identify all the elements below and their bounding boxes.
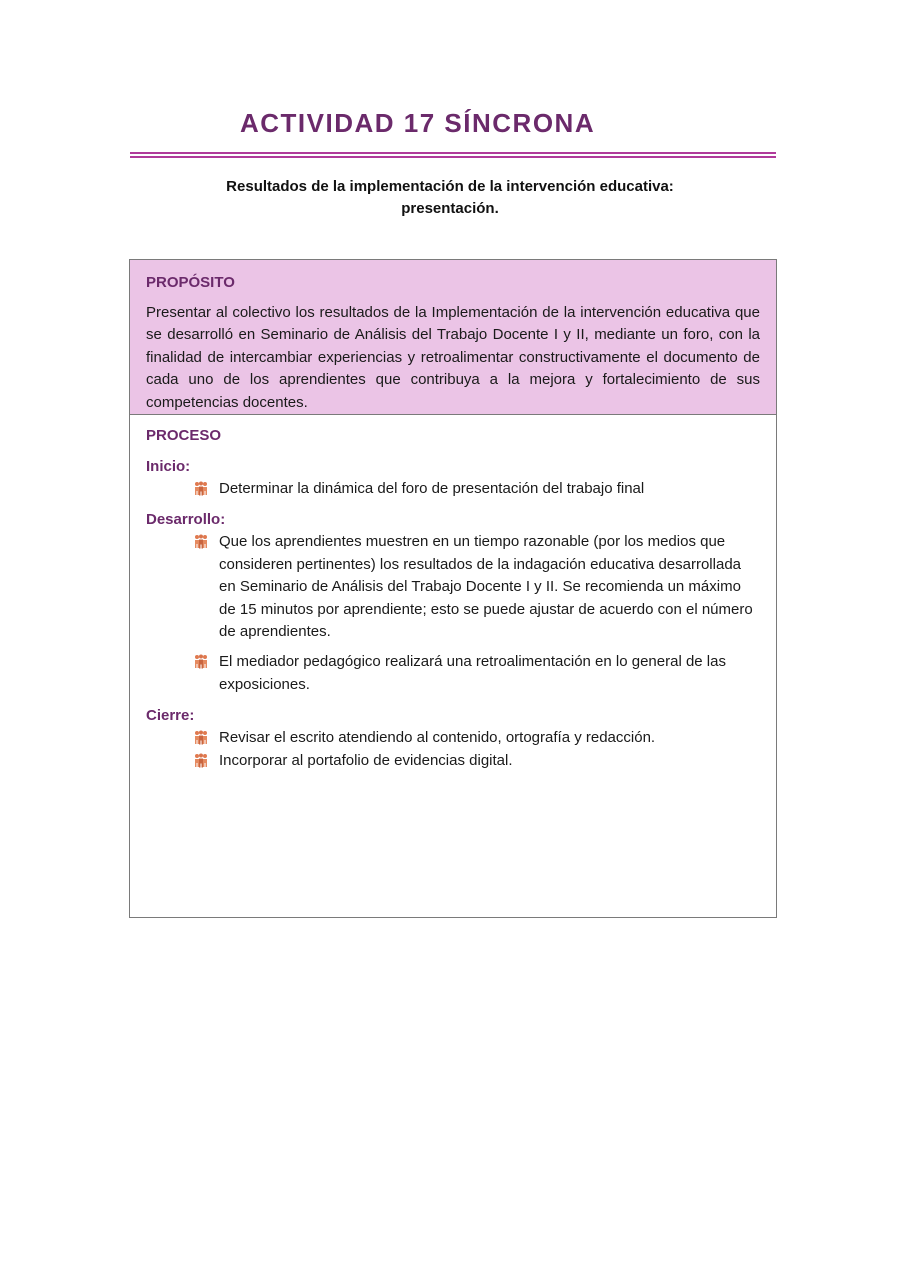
list-item: Determinar la dinámica del foro de presentación del trabajo final	[193, 478, 760, 500]
inicio-list	[146, 478, 760, 500]
phase-inicio-label: Inicio:	[146, 458, 191, 475]
phase-desarrollo-label: Desarrollo:	[146, 511, 226, 529]
subtitle-line-2: presentación.	[401, 200, 499, 217]
phase-cierre-label: Cierre:	[146, 707, 195, 725]
list-item: Revisar el escrito atendiendo al contenido, ortografía y redacción.	[193, 727, 760, 749]
title-divider	[130, 152, 776, 158]
people-group-icon	[193, 730, 209, 746]
purpose-section	[130, 260, 776, 415]
cierre-list	[146, 727, 760, 772]
purpose-text: Presentar al colectivo los resultados de la Implementación de la intervención educativa que se desarrolló en Seminario de Análisis del Trabajo Docente I y II, mediante un foro, con la finalidad de intercambiar experiencias y retroalimentar constructivamente el documento de cada uno de los aprendientes que contribuya a la mejora y fortalecimiento de sus competencias docentes.	[146, 304, 760, 411]
people-group-icon	[193, 654, 209, 670]
activity-table	[129, 259, 777, 918]
process-heading: PROCESO	[146, 427, 222, 444]
desarrollo-list	[146, 531, 760, 696]
page-subtitle	[180, 176, 720, 220]
list-item: Que los aprendientes muestren en un tiempo razonable (por los medios que consideren pertinentes) los resultados de la indagación educativa desarrollada en Seminario de Análisis del Trabajo Docente I y II. Se recomienda un máximo de 15 minutos por aprendiente; esto se puede ajustar de acuerdo con el número de aprendientes.	[193, 531, 760, 643]
subtitle-line-1: Resultados de la implementación de la intervención educativa:	[226, 178, 674, 195]
process-section	[130, 415, 776, 772]
people-group-icon	[193, 481, 209, 497]
people-group-icon	[193, 753, 209, 769]
page-title: ACTIVIDAD 17 SÍNCRONA	[240, 108, 596, 138]
list-item: Incorporar al portafolio de evidencias digital.	[193, 750, 760, 772]
list-item: El mediador pedagógico realizará una retroalimentación en lo general de las exposiciones.	[193, 651, 760, 696]
people-group-icon	[193, 534, 209, 550]
purpose-heading: PROPÓSITO	[146, 274, 235, 291]
